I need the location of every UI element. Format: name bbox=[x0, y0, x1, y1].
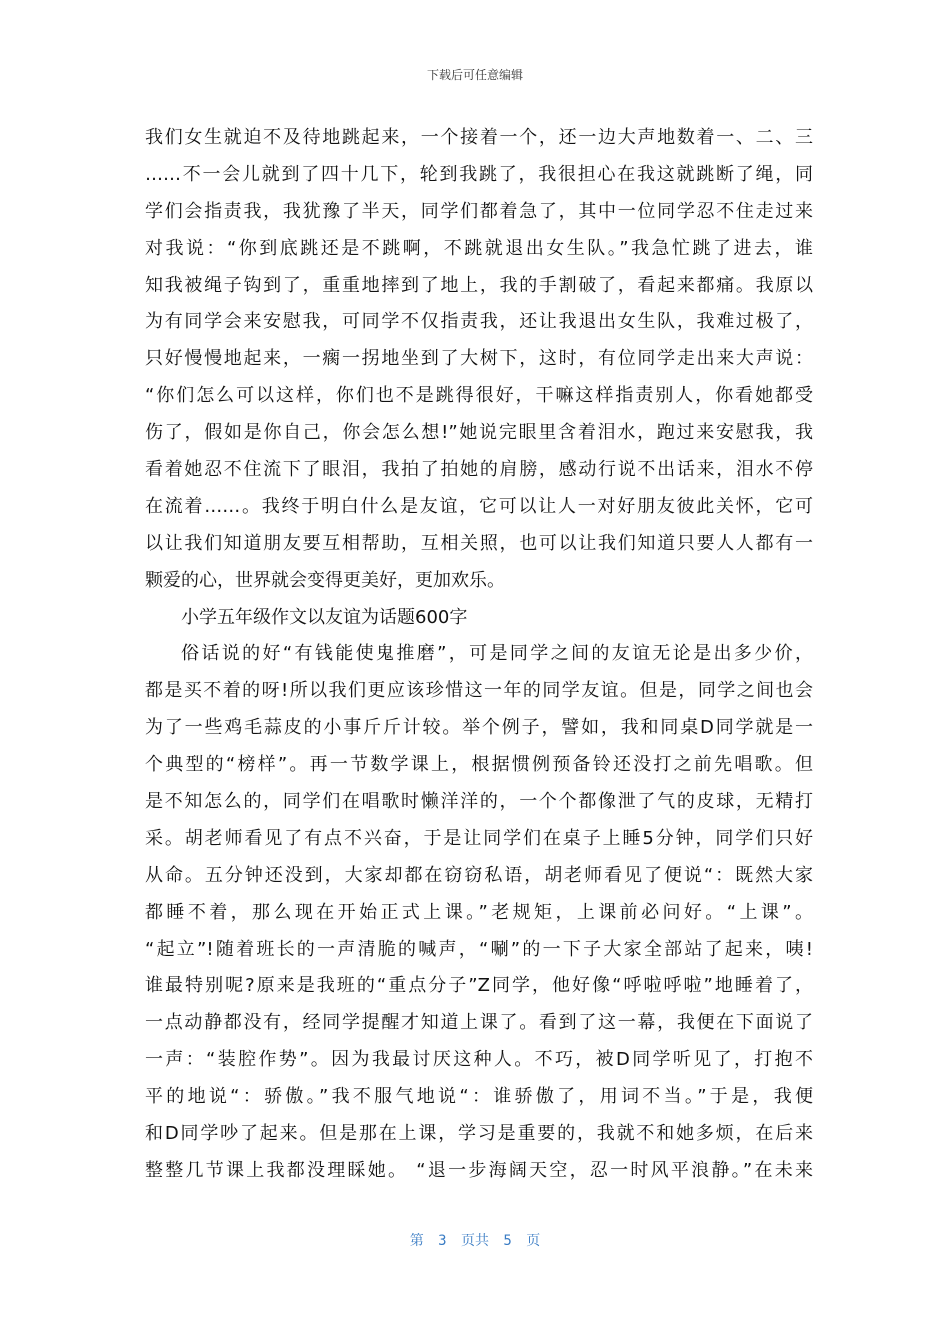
text-line: 一声：“装腔作势”。因为我最讨厌这种人。不巧，被D同学听见了，打抱不 bbox=[145, 1049, 813, 1071]
text-line: 从命。五分钟还没到，大家却都在窃窃私语，胡老师看见了便说“：既然大家 bbox=[145, 864, 813, 886]
text-line: 学们会指责我，我犹豫了半天，同学们都着急了，其中一位同学忍不住走过来 bbox=[145, 200, 813, 222]
text-line: 我们女生就迫不及待地跳起来，一个接着一个，还一边大声地数着一、二、三 bbox=[145, 127, 813, 148]
text-line: 对我说：“你到底跳还是不跳啊，不跳就退出女生队。”我急忙跳了进去，谁 bbox=[145, 237, 813, 259]
text-line: 和D同学吵了起来。但是那在上课，学习是重要的，我就不和她多烦，在后来 bbox=[145, 1123, 813, 1145]
text-line: 小学五年级作文以友谊为话题600字 bbox=[181, 606, 468, 628]
text-line: 都是买不着的呀!所以我们更应该珍惜这一年的同学友谊。但是，同学之间也会 bbox=[145, 680, 813, 702]
text-line: 一点动静都没有，经同学提醒才知道上课了。看到了这一幕，我便在下面说了 bbox=[145, 1012, 813, 1034]
text-line: 知我被绳子钩到了，重重地摔到了地上，我的手割破了，看起来都痛。我原以 bbox=[145, 274, 813, 296]
text-line: 平的地说“：骄傲。”我不服气地说“：谁骄傲了，用词不当。”于是，我便 bbox=[145, 1086, 813, 1108]
text-line: 为了一些鸡毛蒜皮的小事斤斤计较。举个例子，譬如，我和同桌D同学就是一 bbox=[145, 717, 813, 739]
text-line: 谁最特别呢?原来是我班的“重点分子”Z同学，他好像“呼啦呼啦”地睡着了， bbox=[145, 975, 813, 997]
text-line: 看着她忍不住流下了眼泪，我拍了拍她的肩膀，感动行说不出话来，泪水不停 bbox=[145, 459, 813, 481]
text-line: 是不知怎么的，同学们在唱歌时懒洋洋的，一个个都像泄了气的皮球，无精打 bbox=[145, 791, 813, 813]
text-line: “你们怎么可以这样，你们也不是跳得很好，干嘛这样指责别人，你看她都受 bbox=[145, 385, 813, 407]
text-line: 为有同学会来安慰我，可同学不仅指责我，还让我退出女生队，我难过极了， bbox=[145, 311, 813, 333]
document-body bbox=[145, 120, 813, 1190]
text-line: 只好慢慢地起来，一瘸一拐地坐到了大树下，这时，有位同学走出来大声说： bbox=[145, 348, 813, 370]
text-line: 个典型的“榜样”。再一节数学课上，根据惯例预备铃还没打之前先唱歌。但 bbox=[145, 754, 813, 776]
page-header: 下载后可任意编辑 bbox=[426, 68, 523, 82]
text-line: “起立”!随着班长的一声清脆的喊声，“唰”的一下子大家全部站了起来，咦! bbox=[145, 938, 813, 960]
text-line: ……不一会儿就到了四十几下，轮到我跳了，我很担心在我这就跳断了绳，同 bbox=[145, 163, 813, 185]
text-line: 以让我们知道朋友要互相帮助，互相关照，也可以让我们知道只要人人都有一 bbox=[145, 532, 813, 554]
text-line: 在流着……。我终于明白什么是友谊，它可以让人一对好朋友彼此关怀，它可 bbox=[145, 495, 813, 517]
text-line: 采。胡老师看见了有点不兴奋，于是让同学们在桌子上睡5分钟，同学们只好 bbox=[145, 827, 813, 849]
text-line: 整整几节课上我都没理睬她。 “退一步海阔天空，忍一时风平浪静。”在未来 bbox=[145, 1159, 813, 1181]
text-line: 伤了，假如是你自己，你会怎么想!”她说完眼里含着泪水，跑过来安慰我，我 bbox=[145, 422, 813, 444]
page-footer: 第 3 页共 5 页 bbox=[409, 1233, 541, 1249]
text-line: 颗爱的心，世界就会变得更美好，更加欢乐。 bbox=[145, 569, 505, 591]
text-line: 俗话说的好“有钱能使鬼推磨”，可是同学之间的友谊无论是出多少价， bbox=[181, 643, 813, 665]
text-line: 都睡不着，那么现在开始正式上课。”老规矩，上课前必问好。“上课”。 bbox=[145, 901, 813, 923]
